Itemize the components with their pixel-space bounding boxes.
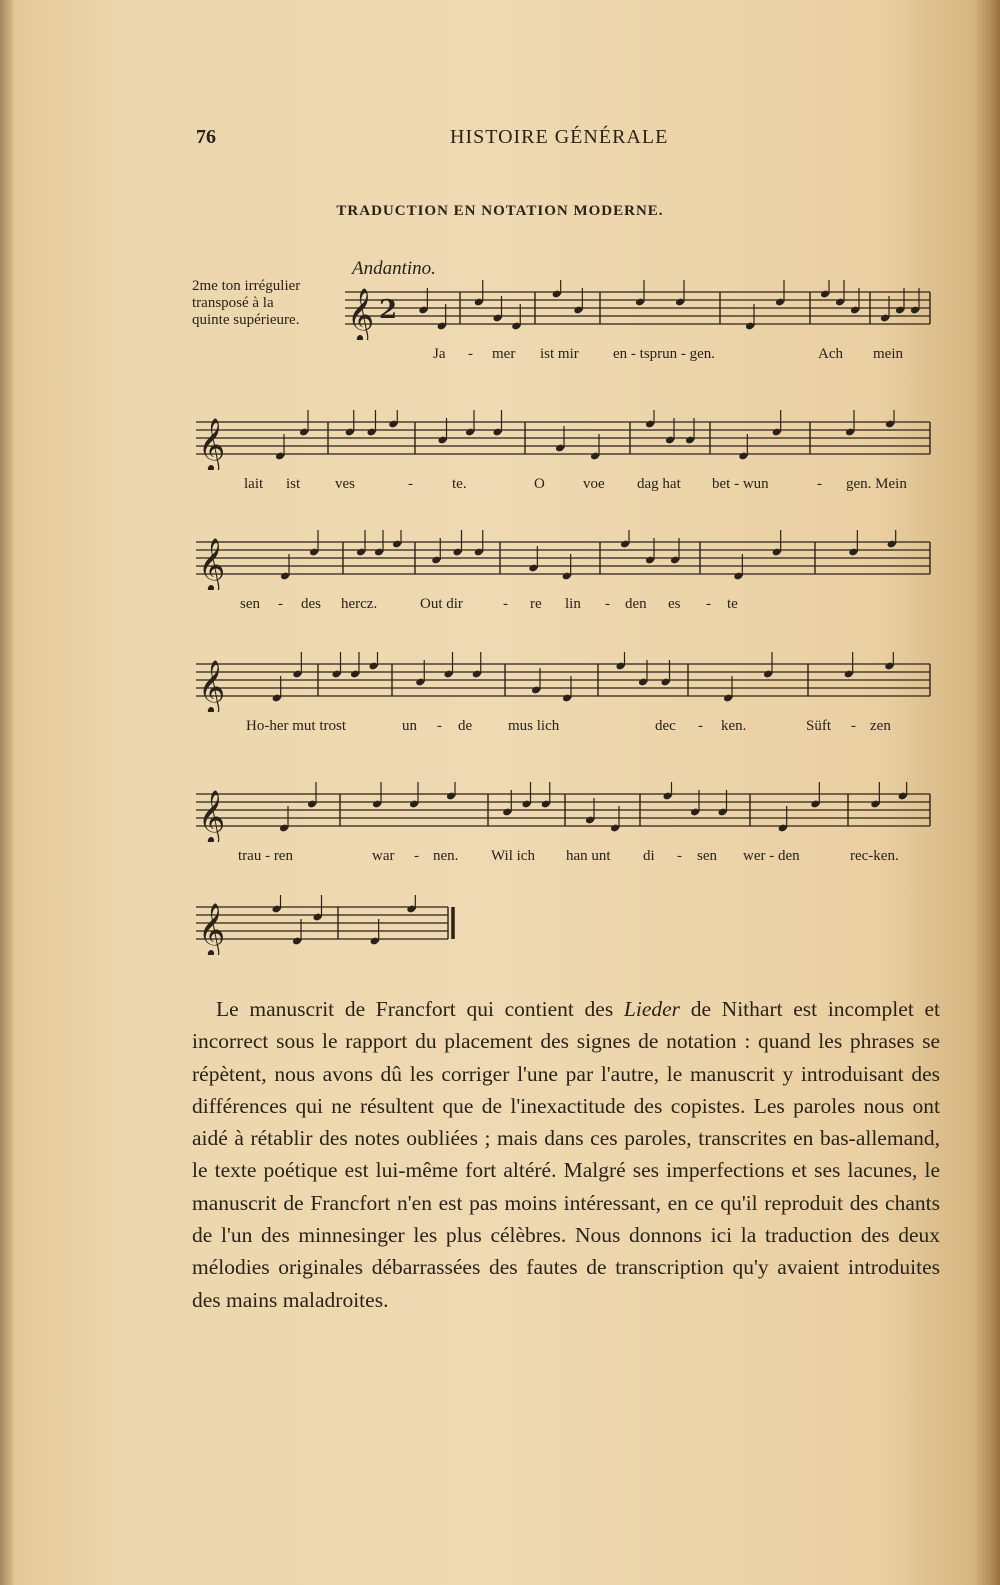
paragraph-emphasis: Lieder [623, 997, 681, 1021]
music-staff [0, 895, 1000, 955]
lyric-syllable: Out dir [420, 596, 463, 612]
lyric-syllable: de [458, 718, 473, 734]
treble-clef-icon: 𝄞 [347, 287, 375, 340]
lyric-syllable: ist [286, 476, 301, 492]
lyric-syllable: re [530, 596, 542, 612]
treble-clef-icon: 𝄞 [198, 537, 226, 590]
mode-note-line: 2me ton irrégulier [192, 278, 301, 294]
lyric-syllable: - [677, 848, 682, 864]
music-staff [0, 530, 1000, 590]
lyric-syllable: lin [565, 596, 581, 612]
lyric-syllable: bet - wun [712, 476, 769, 492]
lyric-syllable: nen. [433, 848, 459, 864]
lyric-syllable: - [706, 596, 711, 612]
treble-clef-icon: 𝄞 [198, 789, 226, 842]
lyric-syllable: - [437, 718, 442, 734]
lyric-syllable: mer [492, 346, 516, 362]
lyric-syllable: en - tsprun - gen. [613, 346, 716, 362]
running-title: HISTOIRE GÉNÉRALE [450, 126, 669, 148]
lyric-syllable: - [851, 718, 856, 734]
music-staff [0, 410, 1000, 470]
lyric-syllable: Ja [433, 346, 446, 362]
music-system [0, 895, 1000, 955]
lyric-syllable: lait [244, 476, 264, 492]
tempo-marking: Andantino. [352, 258, 436, 279]
lyric-syllable: ves [335, 476, 355, 492]
lyric-syllable: war [372, 848, 395, 864]
music-system [0, 410, 1000, 510]
music-system [0, 280, 1000, 380]
music-system [0, 652, 1000, 752]
treble-clef-icon: 𝄞 [198, 417, 226, 470]
time-signature: 2 [379, 295, 398, 325]
lyric-syllable: mein [873, 346, 903, 362]
lyric-syllable: gen. Mein [846, 476, 907, 492]
lyric-syllable: Ach [818, 346, 843, 362]
lyric-syllable: - [503, 596, 508, 612]
lyric-syllable: O [534, 476, 545, 492]
music-system [0, 530, 1000, 630]
lyric-syllable: sen [697, 848, 717, 864]
lyric-syllable: Wil ich [491, 848, 535, 864]
lyric-syllable: - [468, 346, 473, 362]
lyric-syllable: Ho-her mut trost [246, 718, 346, 734]
lyric-syllable: den [625, 596, 647, 612]
lyric-syllable: - [278, 596, 283, 612]
lyric-syllable: - [698, 718, 703, 734]
page-header [196, 126, 936, 150]
mode-note-line: quinte supérieure. [192, 312, 300, 328]
lyric-syllable: zen [870, 718, 891, 734]
treble-clef-icon: 𝄞 [198, 902, 226, 955]
lyric-syllable: - [817, 476, 822, 492]
music-staff [0, 652, 1000, 712]
music-staff [0, 782, 1000, 842]
lyric-syllable: - [605, 596, 610, 612]
lyric-syllable: mus lich [508, 718, 560, 734]
lyric-syllable: ken. [721, 718, 747, 734]
lyric-syllable: un [402, 718, 417, 734]
lyric-syllable: - [408, 476, 413, 492]
mode-note-line: transposé à la [192, 295, 274, 311]
body-paragraph [192, 993, 940, 1316]
lyric-syllable: trau - ren [238, 848, 293, 864]
lyric-syllable: sen [240, 596, 260, 612]
section-title: TRADUCTION EN NOTATION MODERNE. [336, 203, 664, 219]
treble-clef-icon: 𝄞 [198, 659, 226, 712]
lyric-syllable: dag hat [637, 476, 681, 492]
paragraph-text: de Nithart est incomplet et incorrect sous le rapport du placement des signes de notation : quand les phrases se répètent, nous avons dû les corriger l'une par l'autre, le manuscrit y introduisant des différences qui ne résultent que de l'inexactitude des copistes. Les paroles nous ont aidé à rétablir des notes oubliées ; mais dans ces paroles, transcrites en bas-allemand, le texte poétique est lui-même fort altéré. Malgré ses imperfections et ses lacunes, le manuscrit de Francfort n'en est pas moins intéressant, en ce qu'il reproduit des chants de l'un des minnesinger les plus célèbres. Nous donnons ici la traduction des deux mélodies originales débarrassées des fautes de transcription qu'y avaient introduites des mains maladroites. [192, 997, 940, 1312]
lyric-syllable: han unt [566, 848, 611, 864]
lyric-syllable: te. [452, 476, 467, 492]
lyric-syllable: rec-ken. [850, 848, 899, 864]
lyric-syllable: des [301, 596, 321, 612]
lyric-syllable: Süft [806, 718, 832, 734]
lyric-syllable: di [643, 848, 655, 864]
lyric-syllable: ist mir [540, 346, 579, 362]
music-system [0, 782, 1000, 882]
lyric-syllable: - [414, 848, 419, 864]
lyric-syllable: wer - den [743, 848, 800, 864]
lyric-syllable: dec [655, 718, 676, 734]
music-staff [0, 280, 1000, 340]
lyric-syllable: es [668, 596, 681, 612]
lyric-syllable: hercz. [341, 596, 378, 612]
lyric-syllable: te [727, 596, 738, 612]
paragraph-text: Le manuscrit de Francfort qui contient des [216, 997, 624, 1021]
page-number: 76 [196, 126, 216, 148]
lyric-syllable: voe [583, 476, 605, 492]
